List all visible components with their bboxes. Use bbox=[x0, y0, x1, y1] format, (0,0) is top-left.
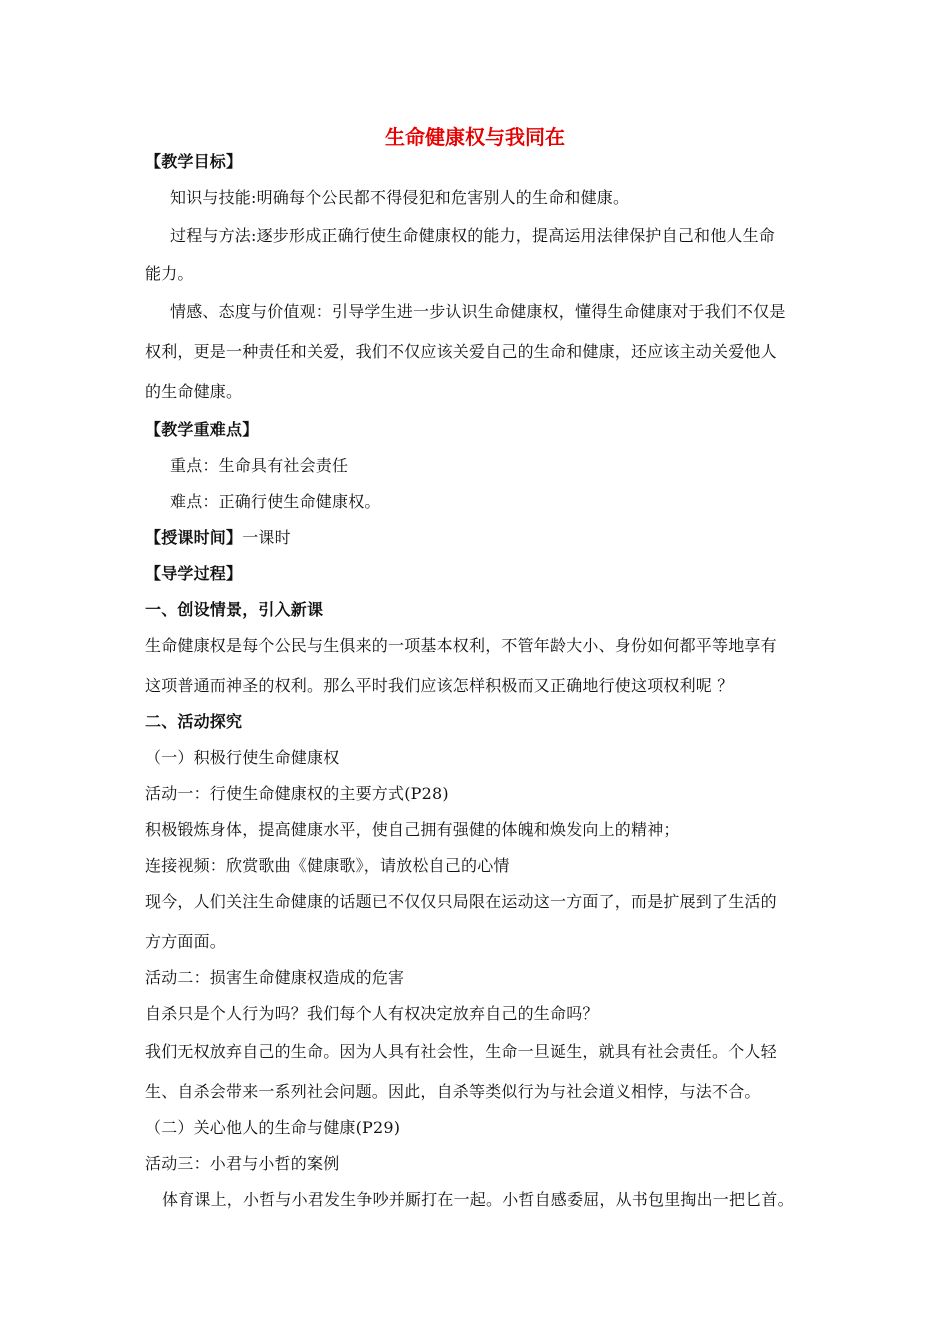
keypoints-heading: 【教学重难点】 bbox=[145, 420, 259, 439]
difficulty-text: 难点：正确行使生命健康权。 bbox=[170, 492, 381, 511]
activity2-heading: 活动二：损害生命健康权造成的危害 bbox=[145, 968, 405, 987]
process-heading: 【导学过程】 bbox=[145, 564, 243, 583]
activity1-heading: 活动一：行使生命健康权的主要方式(P28) bbox=[145, 784, 449, 803]
time-value: 一课时 bbox=[242, 528, 291, 547]
goal-process-line-1: 过程与方法:逐步形成正确行使生命健康权的能力，提高运用法律保护自己和他人生命 bbox=[170, 226, 775, 245]
video-text: 连接视频：欣赏歌曲《健康歌》，请放松自己的心情 bbox=[145, 856, 510, 875]
keypoint-text: 重点：生命具有社会责任 bbox=[170, 456, 349, 475]
goal-process-line-2: 能力。 bbox=[145, 264, 194, 283]
section1-para-line-2: 这项普通而神圣的权利。那么平时我们应该怎样积极而又正确地行使这项权利呢 ？ bbox=[145, 676, 734, 695]
section1-para-line-1: 生命健康权是每个公民与生俱来的一项基本权利，不管年龄大小、身份如何都平等地享有 bbox=[145, 636, 777, 655]
document-title: 生命健康权与我同在 bbox=[385, 125, 565, 149]
goal-emotion-line-1: 情感、态度与价值观：引导学生进一步认识生命健康权，懂得生命健康对于我们不仅是 bbox=[170, 302, 786, 321]
goal-emotion-line-3: 的生命健康。 bbox=[145, 382, 243, 401]
time-row bbox=[145, 528, 815, 548]
answer-line-1: 我们无权放弃自己的生命。因为人具有社会性，生命一旦诞生，就具有社会责任。个人轻 bbox=[145, 1042, 777, 1061]
goal-knowledge: 知识与技能:明确每个公民都不得侵犯和危害别人的生命和健康。 bbox=[170, 188, 630, 207]
answer-line-2: 生、自杀会带来一系列社会问题。因此，自杀等类似行为与社会道义相悖，与法不合。 bbox=[145, 1082, 761, 1101]
activity1-text: 积极锻炼身体，提高健康水平，使自己拥有强健的体魄和焕发向上的精神； bbox=[145, 820, 680, 839]
goals-heading: 【教学目标】 bbox=[145, 152, 243, 171]
subsection1-heading: （一）积极行使生命健康权 bbox=[145, 748, 340, 767]
now-para-line-2: 方方面面。 bbox=[145, 932, 227, 951]
subsection2-heading: （二）关心他人的生命与健康(P29) bbox=[145, 1118, 401, 1137]
case-text: 体育课上，小哲与小君发生争吵并厮打在一起。小哲自感委屈，从书包里掏出一把匕首。 bbox=[162, 1190, 794, 1209]
question-text: 自杀只是个人行为吗？我们每个人有权决定放弃自己的生命吗？ bbox=[145, 1004, 599, 1023]
section2-heading: 二、活动探究 bbox=[145, 712, 243, 731]
now-para-line-1: 现今，人们关注生命健康的话题已不仅仅只局限在运动这一方面了，而是扩展到了生活的 bbox=[145, 892, 777, 911]
section1-heading: 一、创设情景，引入新课 bbox=[145, 600, 324, 619]
activity3-heading: 活动三：小君与小哲的案例 bbox=[145, 1154, 340, 1173]
time-heading: 【授课时间】 bbox=[145, 528, 243, 547]
goal-emotion-line-2: 权利，更是一种责任和关爱，我们不仅应该关爱自己的生命和健康，还应该主动关爱他人 bbox=[145, 342, 777, 361]
